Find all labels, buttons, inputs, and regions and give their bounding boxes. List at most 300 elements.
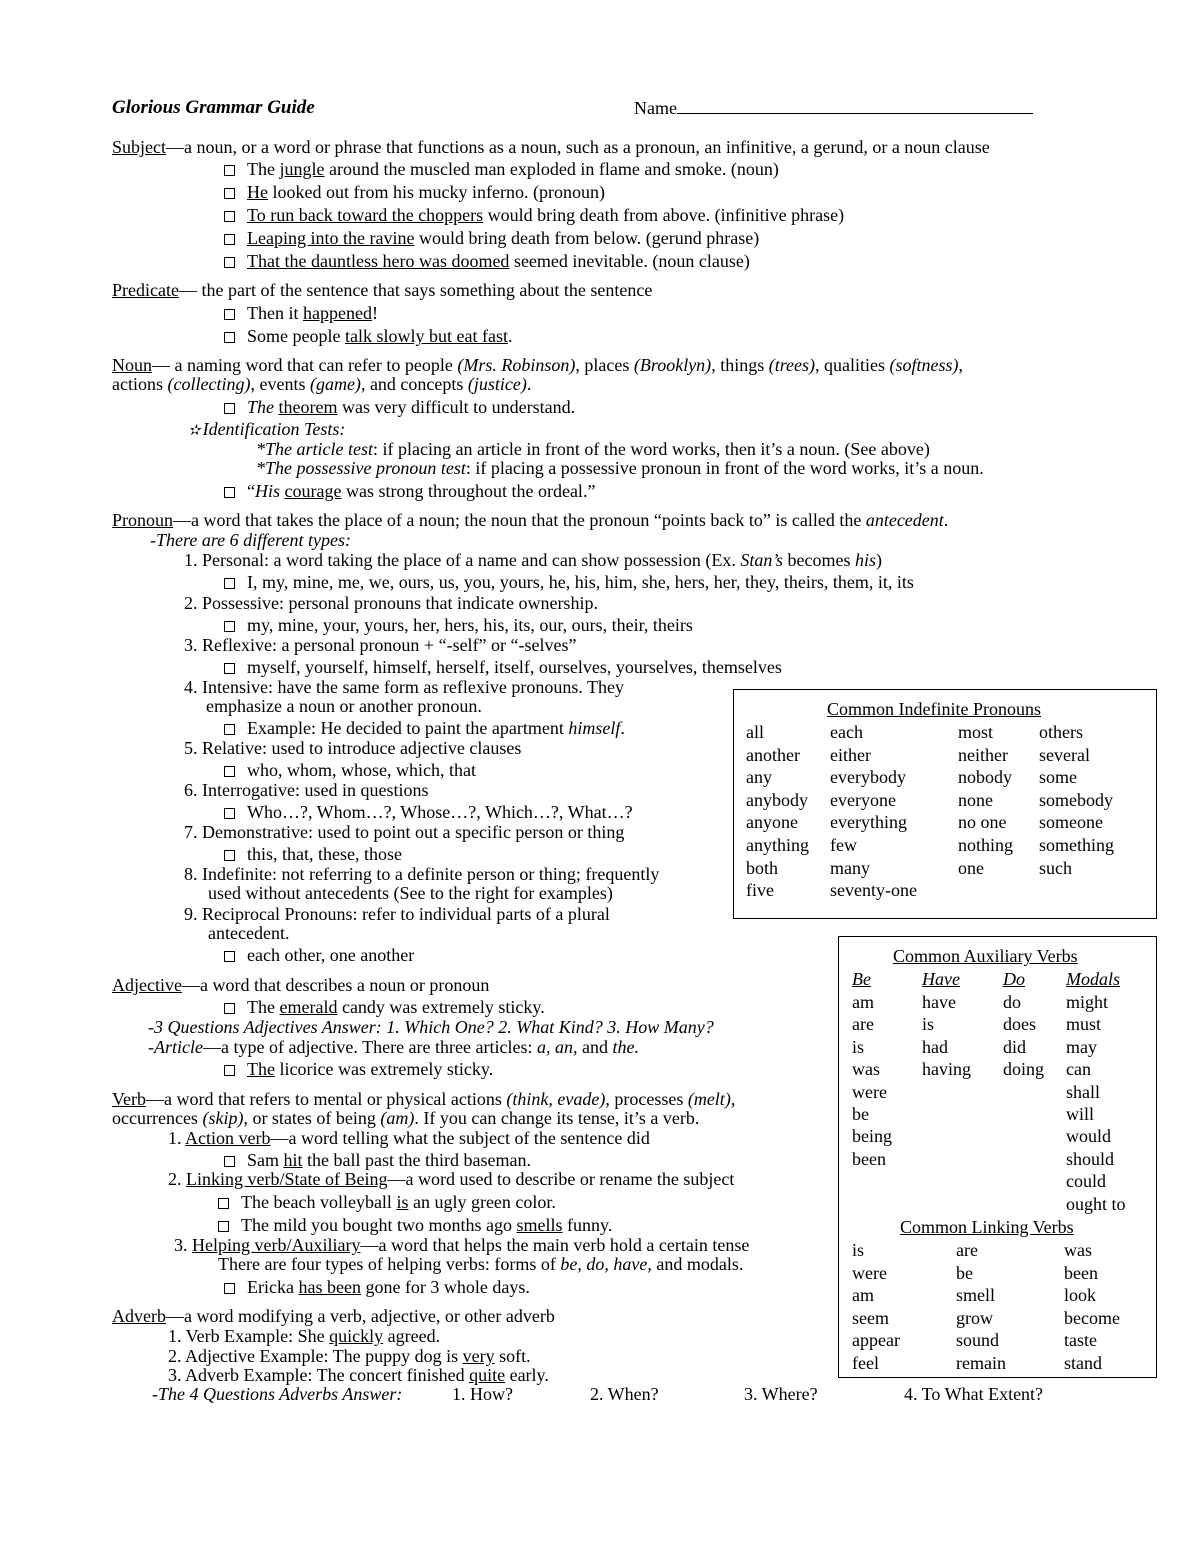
indefinite-pronouns-title: Common Indefinite Pronouns xyxy=(827,699,1041,719)
example-underlined: jungle xyxy=(279,159,325,179)
checkbox-icon xyxy=(224,257,235,268)
text: . xyxy=(943,510,949,530)
text: *The article test xyxy=(256,439,373,459)
text: myself, yourself, himself, herself, itself, ourselves, yourselves, themselves xyxy=(247,657,782,677)
indefinite-pronoun-cell: no one xyxy=(958,812,1007,833)
text: (trees) xyxy=(768,355,816,375)
text: Indefinite: not referring to a definite person or thing; frequently xyxy=(202,864,660,884)
checkbox-icon xyxy=(224,403,235,414)
indefinite-pronoun-cell: everybody xyxy=(830,767,906,788)
linking-verb-cell: are xyxy=(956,1240,978,1260)
text: The xyxy=(247,397,274,417)
number: 3. xyxy=(174,1235,188,1255)
pronoun-type-5 xyxy=(184,737,521,759)
auxiliary-verb-cell: having xyxy=(922,1059,971,1080)
text: “ xyxy=(247,481,255,501)
indefinite-pronoun-cell: anybody xyxy=(746,789,808,810)
text: . xyxy=(526,374,532,394)
auxiliary-verb-cell: will xyxy=(1066,1104,1095,1124)
example-text: would bring death from below. (gerund phrase) xyxy=(414,228,760,248)
auxiliary-verb-cell: doing xyxy=(1003,1059,1045,1080)
pronoun-types-note: -There are 6 different types: xyxy=(150,530,351,550)
auxiliary-verb-cell: is xyxy=(852,1036,865,1057)
text: was very difficult to understand. xyxy=(337,397,576,417)
indefinite-pronoun-cell: something xyxy=(1039,835,1114,855)
indefinite-pronoun-cell: both xyxy=(746,857,779,878)
number: 1. xyxy=(168,1128,182,1148)
checkbox-icon xyxy=(224,1065,235,1076)
number: 2. xyxy=(184,593,198,613)
example-underlined: The xyxy=(247,1059,275,1079)
text: my, mine, your, yours, her, hers, his, its, our, ours, their, theirs xyxy=(247,615,693,635)
example-underlined: hit xyxy=(283,1150,303,1170)
list-item xyxy=(218,1191,556,1213)
indefinite-pronoun-cell: others xyxy=(1039,722,1083,742)
pronoun-type-8-line2: used without antecedents (See to the right for examples) xyxy=(208,883,613,903)
text: , xyxy=(958,355,964,375)
example-underlined: quite xyxy=(469,1365,506,1385)
pronoun-type-1 xyxy=(184,549,882,571)
checkbox-icon xyxy=(224,188,235,199)
indefinite-pronoun-cell: seventy-one xyxy=(830,880,917,901)
noun-definition-line2 xyxy=(112,373,531,395)
checkbox-icon xyxy=(218,1198,229,1209)
text: The mild you bought two months ago xyxy=(241,1215,517,1235)
text: : if placing an article in front of the word works, then it’s a noun. (See above) xyxy=(372,439,930,459)
linking-verb-cell: were xyxy=(852,1262,887,1283)
list-item xyxy=(224,158,779,180)
text: —a word that refers to mental or physical actions xyxy=(146,1089,507,1109)
text: Helping verb/Auxiliary xyxy=(192,1235,361,1255)
pronoun-definition xyxy=(112,509,948,531)
checkbox-icon xyxy=(224,234,235,245)
example-underlined: smells xyxy=(516,1215,563,1235)
example-underlined: has been xyxy=(298,1277,361,1297)
auxiliary-verb-cell: ought to xyxy=(1066,1193,1126,1214)
auxiliary-verb-cell: being xyxy=(852,1126,892,1147)
indefinite-pronoun-cell: everyone xyxy=(830,789,896,810)
text: , places xyxy=(575,355,634,375)
text: —a word that describes a noun or pronoun xyxy=(181,975,490,995)
auxiliary-verb-cell: does xyxy=(1003,1014,1036,1035)
star-icon: ✫ xyxy=(188,423,201,439)
indefinite-pronoun-cell: five xyxy=(746,880,774,901)
text: , events xyxy=(250,374,310,394)
text: . xyxy=(620,718,625,738)
text: Interrogative: used in questions xyxy=(202,780,429,800)
example-underlined: To run back toward the choppers xyxy=(247,205,484,225)
example-underlined: happened xyxy=(303,303,372,323)
text: His xyxy=(255,481,281,501)
list-item xyxy=(224,396,575,418)
text: occurrences xyxy=(112,1108,203,1128)
text: his xyxy=(855,550,877,570)
text: (Mrs. Robinson) xyxy=(457,355,576,375)
text: an ugly green color. xyxy=(408,1192,556,1212)
example-underlined: He xyxy=(247,182,268,202)
verb-type-2 xyxy=(168,1168,734,1190)
pronoun-term: Pronoun xyxy=(112,510,174,530)
checkbox-icon xyxy=(224,211,235,222)
list-item xyxy=(224,227,759,249)
adverb-question-3: 3. Where? xyxy=(744,1384,818,1404)
text: (collecting) xyxy=(167,374,251,394)
text: , xyxy=(730,1089,736,1109)
auxiliary-verb-cell: been xyxy=(852,1148,886,1169)
text: Personal: a word taking the place of a name and can show possession (Ex. xyxy=(202,550,741,570)
indefinite-pronoun-cell: few xyxy=(830,835,857,855)
indefinite-pronoun-cell: anything xyxy=(746,835,809,855)
indefinite-pronoun-cell: neither xyxy=(958,744,1008,765)
text: (softness) xyxy=(889,355,959,375)
text: a, an, xyxy=(536,1037,578,1057)
checkbox-icon xyxy=(224,487,235,498)
auxiliary-verb-cell: should xyxy=(1066,1148,1115,1169)
list-item xyxy=(224,325,512,347)
text: —a word telling what the subject of the sentence did xyxy=(270,1128,650,1148)
text: actions xyxy=(112,374,168,394)
subject-definition xyxy=(112,136,990,158)
number: 5. xyxy=(184,738,198,758)
text: , and concepts xyxy=(360,374,468,394)
text: Sam xyxy=(247,1150,284,1170)
list-item xyxy=(224,843,402,865)
text: The xyxy=(247,997,280,1017)
text: , things xyxy=(711,355,769,375)
text: (think, evade) xyxy=(506,1089,606,1109)
indefinite-pronoun-cell: someone xyxy=(1039,812,1103,833)
text: 1. Verb Example: She xyxy=(168,1326,330,1346)
text: —a type of adjective. There are three articles: xyxy=(202,1037,537,1057)
linking-verb-cell: feel xyxy=(852,1353,879,1373)
checkbox-icon xyxy=(224,951,235,962)
possessive-test xyxy=(256,457,984,479)
text: Identification Tests xyxy=(202,419,340,439)
list-item xyxy=(224,302,378,324)
subject-definition-text: —a noun, or a word or phrase that functions as a noun, such as a pronoun, an infinitive, a gerund, or a noun clause xyxy=(166,137,990,157)
example-text: seemed inevitable. (noun clause) xyxy=(509,251,750,271)
auxiliary-verb-cell: am xyxy=(852,992,874,1012)
article-definition xyxy=(148,1036,639,1058)
list-item xyxy=(224,1276,530,1298)
pronoun-type-2 xyxy=(184,592,598,614)
example-underlined: is xyxy=(396,1192,409,1212)
text: Action verb xyxy=(185,1128,271,1148)
text: this, that, these, those xyxy=(247,844,402,864)
text: Reciprocal Pronouns: refer to individual parts of a plural xyxy=(202,904,610,924)
verb-type-1 xyxy=(168,1127,650,1149)
example-text: Some people xyxy=(247,326,345,346)
indefinite-pronoun-cell: most xyxy=(958,722,994,742)
list-item xyxy=(224,250,750,272)
text: —a word modifying a verb, adjective, or other adverb xyxy=(165,1306,555,1326)
adverb-example-1 xyxy=(168,1325,440,1347)
number: 2. xyxy=(168,1169,182,1189)
example-underlined: quickly xyxy=(329,1326,384,1346)
indefinite-pronoun-cell: many xyxy=(830,857,870,878)
list-item xyxy=(224,759,476,781)
indefinite-pronoun-cell: nothing xyxy=(958,835,1014,855)
text: Possessive: personal pronouns that indicate ownership. xyxy=(202,593,598,613)
indefinite-pronoun-cell: another xyxy=(746,744,800,765)
text: The beach volleyball xyxy=(241,1192,397,1212)
verb-definition-line2 xyxy=(112,1107,699,1129)
list-item xyxy=(224,204,844,226)
number: 8. xyxy=(184,864,198,884)
text: and xyxy=(577,1037,613,1057)
auxiliary-verbs-title: Common Auxiliary Verbs xyxy=(893,946,1078,966)
text: candy was extremely sticky. xyxy=(337,997,545,1017)
number: 7. xyxy=(184,822,198,842)
auxiliary-verb-cell: must xyxy=(1066,1014,1102,1035)
text: early. xyxy=(505,1365,549,1385)
text: —a word that helps the main verb hold a certain tense xyxy=(360,1235,750,1255)
list-item xyxy=(224,996,545,1018)
text: was strong throughout the ordeal.” xyxy=(341,481,596,501)
indefinite-pronoun-cell: all xyxy=(746,722,764,742)
linking-verb-cell: am xyxy=(852,1285,874,1306)
indefinite-pronoun-cell: none xyxy=(958,789,993,810)
checkbox-icon xyxy=(224,1003,235,1014)
linking-verb-cell: be xyxy=(956,1262,973,1283)
text: licorice was extremely sticky. xyxy=(274,1059,494,1079)
verb-term: Verb xyxy=(112,1089,146,1109)
checkbox-icon xyxy=(224,165,235,176)
text: —a word that takes the place of a noun; the noun that the pronoun “points back to” is called the xyxy=(173,510,866,530)
linking-verb-cell: was xyxy=(1064,1240,1092,1260)
example-text: around the muscled man exploded in flame and smoke. (noun) xyxy=(324,159,779,179)
text: gone for 3 whole days. xyxy=(360,1277,530,1297)
list-item xyxy=(224,181,605,203)
adverb-question-1: 1. How? xyxy=(452,1384,513,1404)
linking-verb-cell: become xyxy=(1064,1307,1120,1328)
adverb-question-4: 4. To What Extent? xyxy=(904,1384,1044,1404)
checkbox-icon xyxy=(224,578,235,589)
number: 6. xyxy=(184,780,198,800)
checkbox-icon xyxy=(224,663,235,674)
linking-verb-cell: been xyxy=(1064,1262,1098,1283)
text: (justice) xyxy=(467,374,527,394)
adverb-definition xyxy=(112,1305,555,1327)
adjective-definition xyxy=(112,974,489,996)
auxiliary-header: Do xyxy=(1003,969,1025,989)
text: antecedent xyxy=(865,510,944,530)
list-item xyxy=(224,801,633,823)
text: Who…?, Whom…?, Whose…?, Which…?, What…? xyxy=(247,802,633,822)
example-underlined: theorem xyxy=(278,397,338,417)
auxiliary-verb-cell: is xyxy=(922,1014,935,1035)
text: There are four types of helping verbs: forms of xyxy=(218,1254,561,1274)
linking-verb-cell: appear xyxy=(852,1330,900,1351)
example-underlined: emerald xyxy=(279,997,338,1017)
list-item xyxy=(224,480,595,502)
page-title: Glorious Grammar Guide xyxy=(112,97,315,118)
predicate-definition-text: — the part of the sentence that says something about the sentence xyxy=(178,280,653,300)
text: , processes xyxy=(605,1089,688,1109)
linking-verb-cell: grow xyxy=(956,1307,993,1328)
indefinite-pronoun-cell: either xyxy=(830,744,871,765)
text: be, do, have, xyxy=(560,1254,652,1274)
number: 3. xyxy=(184,635,198,655)
checkbox-icon xyxy=(224,1156,235,1167)
linking-verb-cell: remain xyxy=(956,1353,1006,1373)
number: 4. xyxy=(184,677,198,697)
text: becomes xyxy=(783,550,856,570)
text: (am) xyxy=(380,1108,415,1128)
linking-verb-cell: stand xyxy=(1064,1353,1102,1373)
text: the. xyxy=(612,1037,639,1057)
number: 9. xyxy=(184,904,198,924)
example-text: The xyxy=(247,159,280,179)
name-field[interactable] xyxy=(634,97,1033,119)
text: —a word used to describe or rename the subject xyxy=(387,1169,735,1189)
checkbox-icon xyxy=(224,724,235,735)
checkbox-icon xyxy=(224,309,235,320)
example-underlined: Leaping into the ravine xyxy=(247,228,415,248)
adverb-term: Adverb xyxy=(112,1306,166,1326)
list-item xyxy=(224,1058,493,1080)
linking-verb-cell: smell xyxy=(956,1285,995,1306)
text: (melt) xyxy=(687,1089,731,1109)
text: the ball past the third baseman. xyxy=(302,1150,531,1170)
text: (Brooklyn) xyxy=(633,355,712,375)
linking-verb-cell: is xyxy=(852,1240,865,1260)
linking-verbs-title: Common Linking Verbs xyxy=(900,1217,1074,1237)
text: ) xyxy=(876,550,883,570)
list-item xyxy=(224,717,625,739)
indefinite-pronoun-cell: somebody xyxy=(1039,789,1113,810)
linking-verb-cell: look xyxy=(1064,1285,1097,1306)
auxiliary-verb-cell: might xyxy=(1066,992,1109,1012)
text: each other, one another xyxy=(247,945,415,965)
text: Demonstrative: used to point out a specific person or thing xyxy=(202,822,625,842)
text: Relative: used to introduce adjective clauses xyxy=(202,738,522,758)
subject-term: Subject xyxy=(112,137,166,157)
indefinite-pronoun-cell: one xyxy=(958,857,984,878)
text: . If you can change its tense, it’s a verb. xyxy=(414,1108,700,1128)
text: 2. Adjective Example: The puppy dog is xyxy=(168,1346,463,1366)
example-text: Then it xyxy=(247,303,303,323)
auxiliary-verb-cell: can xyxy=(1066,1059,1091,1080)
text: Example: He decided to paint the apartment xyxy=(247,718,569,738)
text: who, whom, whose, which, that xyxy=(247,760,476,780)
adjective-questions: -3 Questions Adjectives Answer: 1. Which One? 2. What Kind? 3. How Many? xyxy=(148,1017,714,1037)
name-blank-line[interactable] xyxy=(677,97,1033,114)
auxiliary-verb-cell: was xyxy=(852,1059,880,1080)
text: , or states of being xyxy=(243,1108,381,1128)
text: (skip) xyxy=(202,1108,244,1128)
text: *The possessive pronoun test xyxy=(256,458,466,478)
list-item xyxy=(224,614,693,636)
text: — a naming word that can refer to people xyxy=(152,355,458,375)
text: Intensive: have the same form as reflexive pronouns. They xyxy=(202,677,625,697)
text: -Article xyxy=(148,1037,203,1057)
auxiliary-verb-cell: could xyxy=(1066,1171,1106,1192)
auxiliary-verb-cell: shall xyxy=(1066,1081,1100,1102)
number: 1. xyxy=(184,550,198,570)
adjective-term: Adjective xyxy=(112,975,182,995)
auxiliary-verb-cell: had xyxy=(922,1036,948,1057)
text: soft. xyxy=(494,1346,531,1366)
text: 3. Adverb Example: The concert finished xyxy=(168,1365,470,1385)
example-underlined: courage xyxy=(284,481,342,501)
text: and modals. xyxy=(651,1254,744,1274)
indefinite-pronoun-cell: each xyxy=(830,722,863,742)
pronoun-type-7 xyxy=(184,821,624,843)
adverb-questions-label: -The 4 Questions Adverbs Answer: xyxy=(152,1384,403,1404)
text: funny. xyxy=(562,1215,613,1235)
list-item xyxy=(218,1214,612,1236)
checkbox-icon xyxy=(218,1221,229,1232)
example-underlined: That the dauntless hero was doomed xyxy=(247,251,510,271)
example-text: looked out from his mucky inferno. (pronoun) xyxy=(268,182,605,202)
indefinite-pronoun-cell: nobody xyxy=(958,767,1012,788)
checkbox-icon xyxy=(224,808,235,819)
auxiliary-header: Modals xyxy=(1066,969,1120,989)
linking-verb-cell: sound xyxy=(956,1330,1000,1351)
auxiliary-verb-cell: do xyxy=(1003,992,1021,1012)
linking-verb-cell: seem xyxy=(852,1307,889,1328)
checkbox-icon xyxy=(224,850,235,861)
text: agreed. xyxy=(383,1326,441,1346)
list-item xyxy=(224,944,414,966)
auxiliary-verb-cell: were xyxy=(852,1081,887,1102)
example-text: would bring death from above. (infinitive phrase) xyxy=(483,205,845,225)
indefinite-pronoun-cell: several xyxy=(1039,744,1090,765)
example-underlined: talk slowly but eat fast xyxy=(344,326,508,346)
text: : xyxy=(339,419,346,439)
pronoun-type-9-line2: antecedent. xyxy=(208,923,290,943)
indefinite-pronoun-cell: any xyxy=(746,767,772,788)
name-label: Name xyxy=(634,98,677,118)
auxiliary-header: Be xyxy=(852,969,871,989)
auxiliary-verb-cell: may xyxy=(1066,1036,1097,1057)
checkbox-icon xyxy=(224,621,235,632)
linking-verb-cell: taste xyxy=(1064,1330,1097,1351)
example-text: . xyxy=(507,326,513,346)
text: , qualities xyxy=(815,355,890,375)
pronoun-type-3 xyxy=(184,634,577,656)
example-text: ! xyxy=(371,303,378,323)
predicate-definition xyxy=(112,279,652,301)
indefinite-pronoun-cell: such xyxy=(1039,857,1072,878)
auxiliary-verb-cell: would xyxy=(1066,1126,1111,1147)
text: Reflexive: a personal pronoun + “-self” or “-selves” xyxy=(202,635,577,655)
indefinite-pronoun-cell: anyone xyxy=(746,812,798,833)
text: Linking verb/State of Being xyxy=(186,1169,388,1189)
text: himself xyxy=(568,718,621,738)
noun-term: Noun xyxy=(112,355,152,375)
text: Ericka xyxy=(247,1277,299,1297)
checkbox-icon xyxy=(224,766,235,777)
pronoun-type-6 xyxy=(184,779,428,801)
auxiliary-verb-cell: did xyxy=(1003,1036,1027,1057)
indefinite-pronoun-cell: everything xyxy=(830,812,907,833)
auxiliary-verb-cell: have xyxy=(922,992,956,1012)
verb-type-3-line2 xyxy=(218,1253,743,1275)
text: : if placing a possessive pronoun in front of the word works, it’s a noun. xyxy=(465,458,984,478)
list-item xyxy=(224,656,782,678)
pronoun-type-4-line2: emphasize a noun or another pronoun. xyxy=(206,696,482,716)
text: I, my, mine, me, we, ours, us, you, yours, he, his, him, she, hers, her, they, theirs, them, it, its xyxy=(247,572,914,592)
list-item xyxy=(224,571,914,593)
indefinite-pronoun-cell: some xyxy=(1039,767,1077,788)
text: (game) xyxy=(309,374,361,394)
auxiliary-header: Have xyxy=(922,969,960,989)
checkbox-icon xyxy=(224,332,235,343)
example-underlined: very xyxy=(462,1346,495,1366)
auxiliary-verb-cell: be xyxy=(852,1104,869,1124)
